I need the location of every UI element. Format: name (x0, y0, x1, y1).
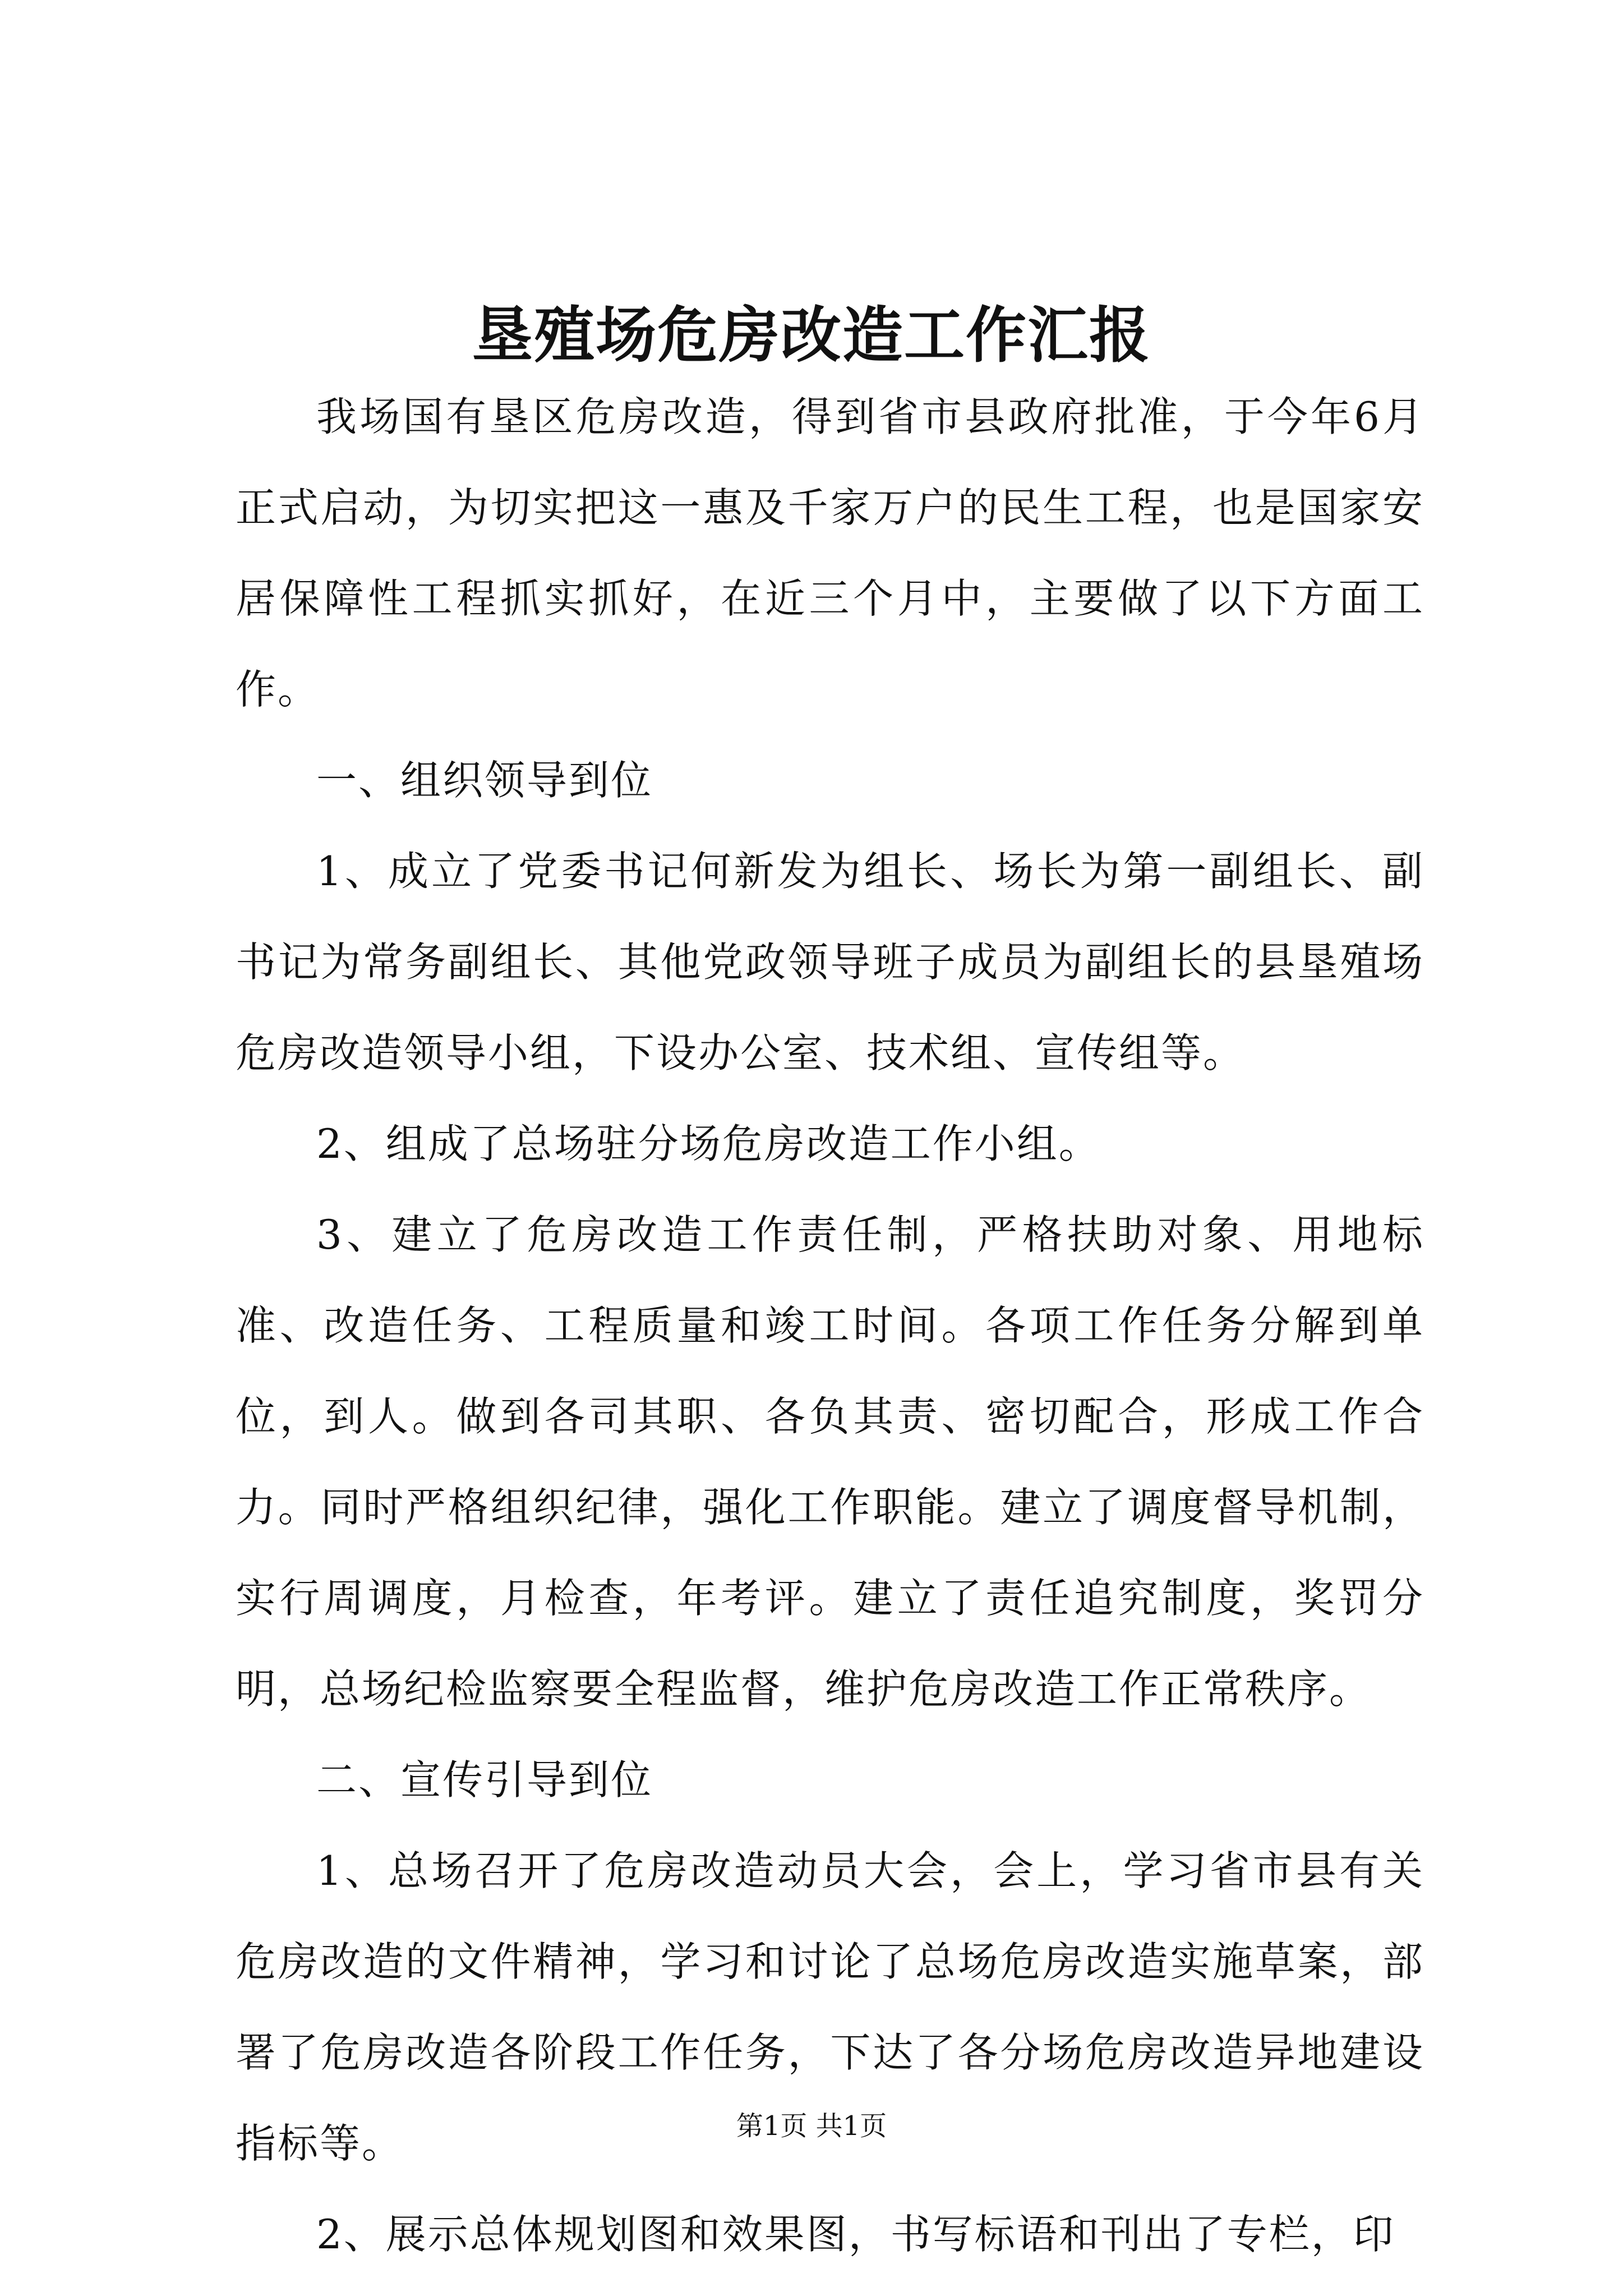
document-title: 垦殖场危房改造工作汇报 (472, 300, 1151, 371)
page-footer: 第1页 共1页 (736, 2110, 887, 2142)
paragraph-1-3: 3、建立了危房改造工作责任制，严格扶助对象、用地标准、改造任务、工程质量和竣工时间。各项工作任务分解到单位，到人。做到各司其职、各负其责、密切配合，形成工作合力。同时严格组织纪律，强化工作职能。建立了调度督导机制，实行周调度，月检查，年考评。建立了责任追究制度，奖罚分明，总场纪检监察要全程监督，维护危房改造工作正常秩序。 (236, 1211, 1424, 1713)
section-heading-2: 二、宣传引导到位 (316, 1756, 653, 1803)
section-heading-1: 一、组织领导到位 (316, 757, 653, 804)
paragraph-1-2: 2、组成了总场驻分场危房改造工作小组。 (316, 1120, 1101, 1167)
paragraph-1-1: 1、成立了党委书记何新发为组长、场长为第一副组长、副书记为常务副组长、其他党政领导班子成员为副组长的县垦殖场危房改造领导小组，下设办公室、技术组、宣传组等。 (236, 848, 1424, 1076)
document-body (236, 371, 1424, 2280)
intro-paragraph: 我场国有垦区危房改造，得到省市县政府批准，于今年6月正式启动，为切实把这一惠及千家万户的民生工程，也是国家安居保障性工程抓实抓好，在近三个月中，主要做了以下方面工作。 (236, 393, 1424, 713)
paragraph-2-1: 1、总场召开了危房改造动员大会，会上，学习省市县有关危房改造的文件精神，学习和讨论了总场危房改造实施草案，部署了危房改造各阶段工作任务，下达了各分场危房改造异地建设指标等。 (236, 1847, 1424, 2167)
paragraph-2-2: 2、展示总体规划图和效果图，书写标语和刊出了专栏，印 (316, 2211, 1395, 2258)
